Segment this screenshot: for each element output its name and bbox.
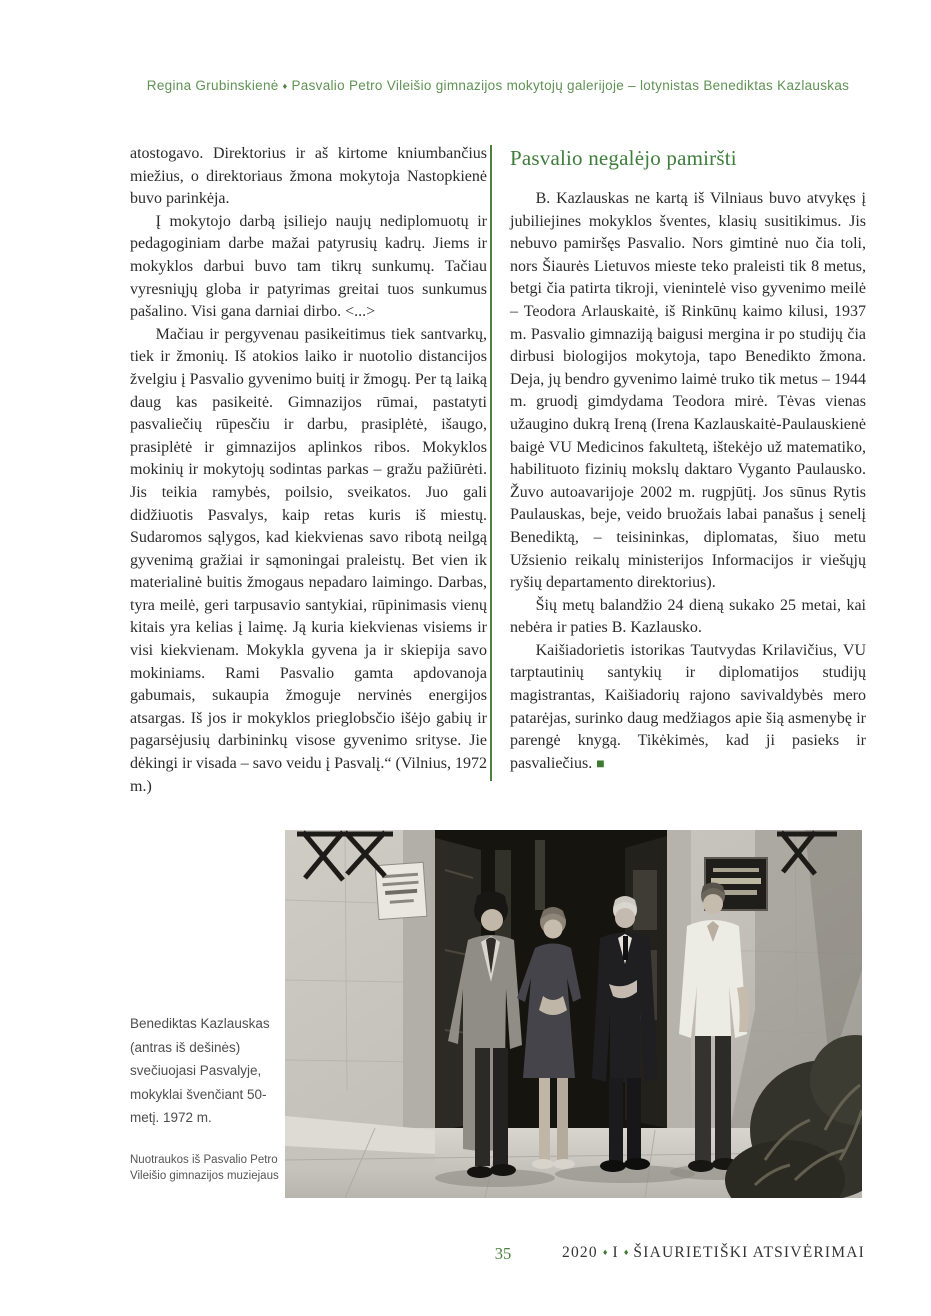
right-column [510,143,866,776]
paragraph: atostogavo. Direktorius ir aš kirtome kniumbančius miežius, o direktoriaus žmona mokytoja Nastopkienė buvo parinkėja. [130,145,487,208]
running-head-author: Regina Grubinskienė [146,78,279,93]
column-divider-rule [490,145,492,781]
journal-footer [562,1244,865,1262]
paragraph-text: Kaišiadorietis istorikas Tautvydas Krilavičius, VU tarptautinių santykių ir diplomatijos studijų magistrantas, Kaišiadorių rajono savivaldybės mero patarėjas, surinko daug medžiagos apie šią asmenybę ir parengė knygą. Tikėkimės, kad ji pasieks ir pasvaliečius. [510,641,866,772]
paragraph: Šių metų balandžio 24 dieną sukako 25 metai, kai nebėra ir paties B. Kazlausko. [510,596,866,637]
diamond-separator-icon: ♦ [282,81,288,91]
paragraph: Į mokytojo darbą įsiliejo naujų nediplomuotų ir pedagoginiam darbe mažai patyrusių kadrų. Jiems ir mokyklos darbui buvo tam tikrų sunkumų. Tačiau vyresniųjų globa ir patyrimas greitai tuos sunkumus pašalino. Visi gana darniai dirbo. <...> [130,212,487,321]
running-head-title: Pasvalio Petro Vileišio gimnazijos mokytojų galerijoje – lotynistas Benediktas Kazlauskas [291,78,850,93]
paragraph: Mačiau ir pergyvenau pasikeitimus tiek santvarkų, tiek ir žmonių. Iš atokios laiko ir nuotolio distancijos žvelgiu į Pasvalio gyvenimo buitį ir žmogų. Per tą laiką daug kas pasikeitė. Gimnazijos rūmai, pastatyti pasvaliečių rūpesčiu ir darbu, prasiplėtė, išaugo, prasiplėtė ir gimnazijos aplinkos ribos. Mokyklos mokinių ir mokytojų sodintas parkas – gražu pažiūrėti. Jis teikia ramybės, poilsio, sveikatos. Juo gali didžiuotis Pasvalys, kaip retas kuris iš miestų. Sudaromos sąlygos, kad kiekvienas savo ribotą neilgą gyvenimą gražiai ir sąmoningai praleistų. Bet vien ik materialinė buitis žmogaus nepadaro laimingo. Darbas, tyra meilė, geri tarpusavio santykiai, rūpinimasis vienų kitais yra kelias į laimę. Ją kuria kiekvienas visiems ir visi kiekvienam. Mokykla gyvena ja ir skiepija savo mokiniams. Rami Pasvalio gamta apdovanoja gabumais, sukaupia žmoguje nervinės energijos atsargas. Iš jos ir mokyklos prieglobsčio išėjo gabių ir pagarsėjusių darbininkų visose gyvenimo srityse. Jie dėkingi ir visada – savo veidu į Pasvalį.“ (Vilnius, 1972 m.) [130,325,487,795]
paragraph: B. Kazlauskas ne kartą iš Vilniaus buvo atvykęs į jubiliejines mokyklos šventes, klasių susitikimus. Jis nebuvo pamiršęs Pasvalio. Nors gimtinė nuo čia toli, nors Šiaurės Lietuvos mieste teko praleisti tik 8 metus, betgi čia patirta tikroji, vienintelė viso gyvenimo meilė – Teodora Arlauskaitė, iš Rinkūnų kaimo kilusi, 1937 m. Pasvalio gimnaziją baigusi mergina ir po studijų čia dirbusi biologijos mokytoja, tapo Benedikto žmona. Deja, jų bendro gyvenimo laimė truko tik metus – 1944 m. gruodį gimdydama Teodora mirė. Tėvas vienas užaugino dukrą Ireną (Irena Kazlauskaitė-Paulauskienė baigė VU Medicinos fakultetą, ištekėjo už matematiko, habilituoto fizinių mokslų daktaro Vyganto Paulausko. Žuvo autoavarijoje 2002 m. rugpjūtį. Jos sūnus Rytis Paulauskas, beje, veido bruožais labai panašus į senelį Benediktą, – teisininkas, diplomatas, šiuo metu Užsienio reikalų ministerijos Informacijos ir viešųjų ryšių departamento direktorius). [510,190,866,592]
diamond-separator-icon: ♦ [623,1247,629,1257]
photo-credit: Nuotraukos iš Pasvalio Petro Vileišio gimnazijos muziejaus [130,1154,279,1182]
section-heading: Pasvalio negalėjo pamiršti [510,146,737,170]
footer-issue: I [612,1244,619,1261]
historic-photo [285,830,862,1198]
diamond-separator-icon: ♦ [602,1247,608,1257]
footer-year: 2020 [562,1244,598,1261]
running-head [118,78,878,93]
photo-caption: Benediktas Kazlauskas (antras iš dešinės) svečiuojasi Pasvalyje, mokyklai švenčiant 50-metį. 1972 m. [130,1016,270,1125]
paragraph [510,640,866,777]
page-number: 35 [494,1244,512,1263]
photo-illustration [285,830,862,1198]
left-column [130,143,487,798]
footer-journal-title: ŠIAURIETIŠKI ATSIVĖRIMAI [633,1244,865,1261]
article-end-mark: ■ [596,756,605,772]
